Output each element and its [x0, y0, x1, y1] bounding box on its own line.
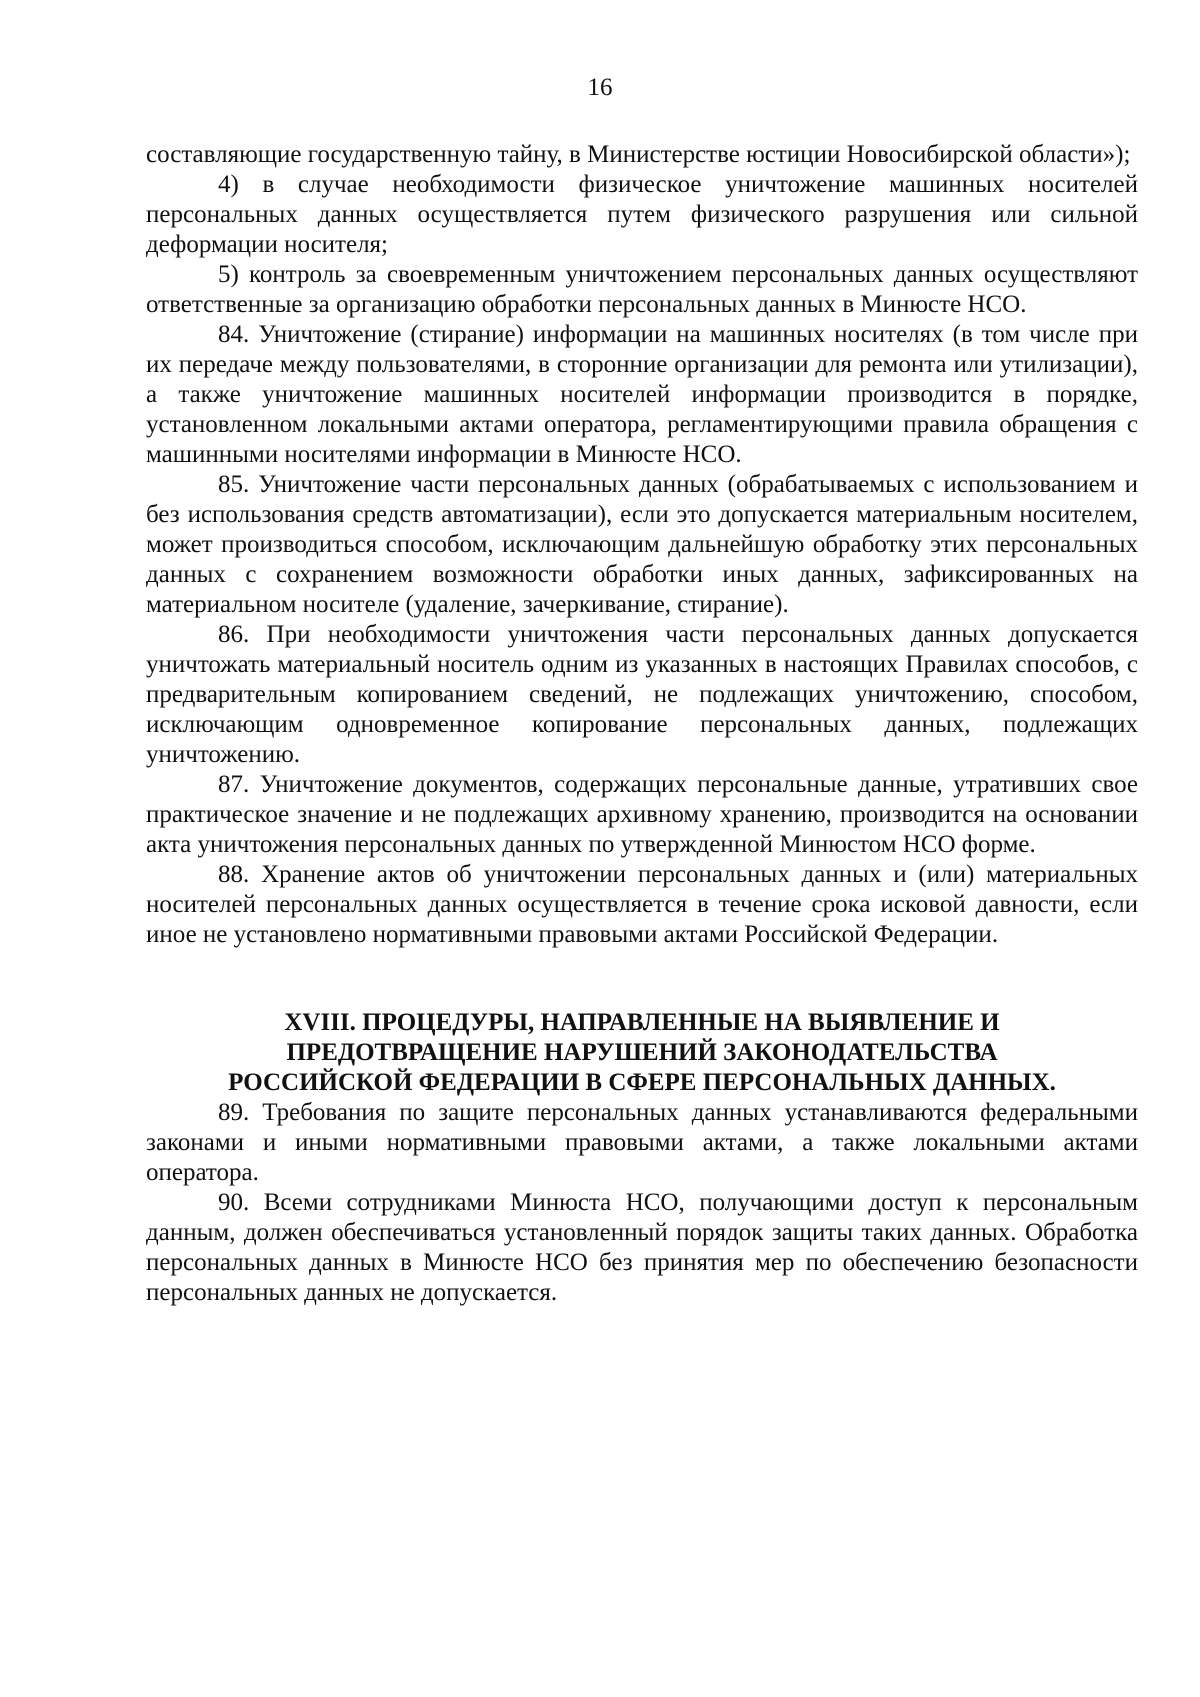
section-heading-line-3: РОССИЙСКОЙ ФЕДЕРАЦИИ В СФЕРЕ ПЕРСОНАЛЬНЫХ ДАННЫХ.	[228, 1069, 1056, 1096]
paragraph-86: 86. При необходимости уничтожения части персональных данных допускается уничтожать материальный носитель одним из указанных в настоящих Правилах способов, с предварительным копированием сведений, не подлежащих уничтожению, способом, исключающим одновременное копирование персональных данных, подлежащих уничтожению.	[146, 621, 1138, 768]
section-heading-xviii	[146, 1008, 1138, 1098]
paragraph-90: 90. Всеми сотрудниками Минюста НСО, получающими доступ к персональным данным, должен обеспечиваться установленный порядок защиты таких данных. Обработка персональных данных в Минюсте НСО без принятия мер по обеспечению безопасности персональных данных не допускается.	[146, 1189, 1138, 1306]
paragraph-continuation: составляющие государственную тайну, в Министерстве юстиции Новосибирской области»);	[146, 141, 1131, 168]
section-heading-line-2: ПРЕДОТВРАЩЕНИЕ НАРУШЕНИЙ ЗАКОНОДАТЕЛЬСТВА	[286, 1039, 998, 1066]
paragraph-89: 89. Требования по защите персональных данных устанавливаются федеральными законами и иными нормативными правовыми актами, а также локальными актами оператора.	[146, 1099, 1138, 1186]
section-heading-line-1: XVIII. ПРОЦЕДУРЫ, НАПРАВЛЕННЫЕ НА ВЫЯВЛЕНИЕ И	[284, 1009, 1000, 1036]
paragraph-85: 85. Уничтожение части персональных данных (обрабатываемых с использованием и без использования средств автоматизации), если это допускается материальным носителем, может производиться способом, исключающим дальнейшую обработку этих персональных данных с сохранением возможности обработки иных данных, зафиксированных на материальном носителе (удаление, зачеркивание, стирание).	[146, 471, 1138, 618]
paragraph-88: 88. Хранение актов об уничтожении персональных данных и (или) материальных носителей персональных данных осуществляется в течение срока исковой давности, если иное не установлено нормативными правовыми актами Российской Федерации.	[146, 861, 1138, 948]
paragraph-87: 87. Уничтожение документов, содержащих персональные данные, утративших свое практическое значение и не подлежащих архивному хранению, производится на основании акта уничтожения персональных данных по утвержденной Минюстом НСО форме.	[146, 771, 1138, 858]
paragraph-item-5: 5) контроль за своевременным уничтожением персональных данных осуществляют ответственные за организацию обработки персональных данных в Минюсте НСО.	[146, 261, 1138, 318]
document-body	[146, 140, 1138, 1308]
page-number: 16	[587, 74, 613, 101]
paragraph-84: 84. Уничтожение (стирание) информации на машинных носителях (в том числе при их передаче между пользователями, в сторонние организации для ремонта или утилизации), а также уничтожение машинных носителей информации производится в порядке, установленном локальными актами оператора, регламентирующими правила обращения с машинными носителями информации в Минюсте НСО.	[146, 321, 1138, 468]
paragraph-item-4: 4) в случае необходимости физическое уничтожение машинных носителей персональных данных осуществляется путем физического разрушения или сильной деформации носителя;	[146, 171, 1138, 258]
